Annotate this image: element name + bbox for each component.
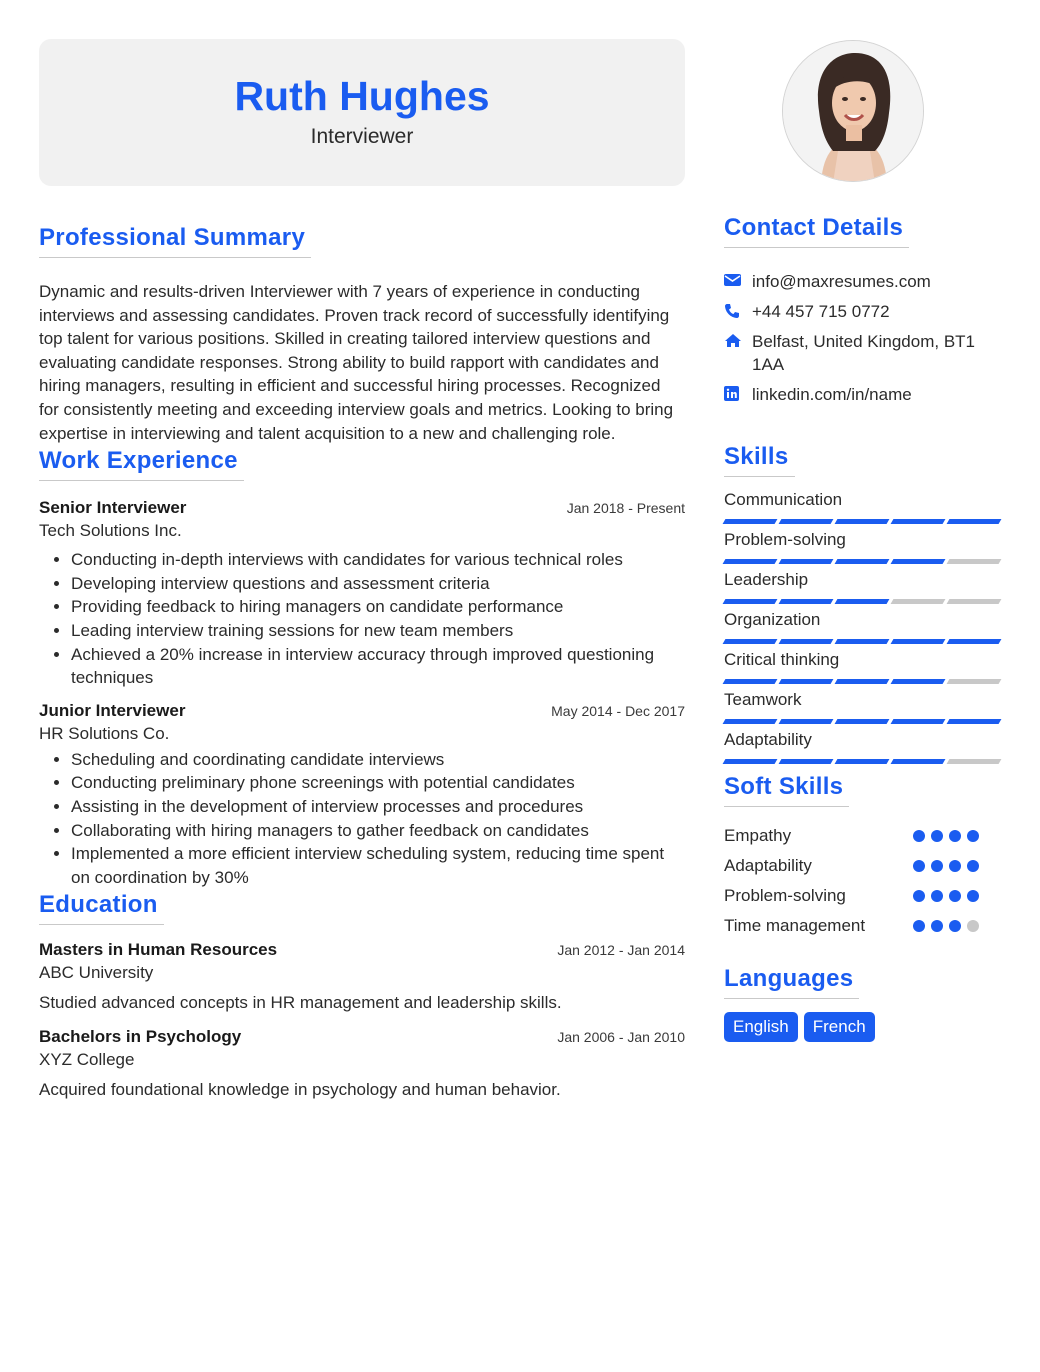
job-title: Senior Interviewer — [39, 498, 187, 518]
soft-skill-name: Empathy — [724, 826, 792, 845]
skill-level-segment — [723, 519, 778, 524]
skill-name: Adaptability — [724, 730, 812, 749]
skill-level-segment — [723, 599, 778, 604]
main-column — [39, 224, 685, 1100]
skill-level-segment — [835, 639, 890, 644]
skill-item — [724, 569, 1004, 604]
linkedin-icon — [724, 383, 752, 401]
header-card — [39, 39, 685, 186]
skill-level-segment — [723, 719, 778, 724]
skill-level-segment — [891, 759, 946, 764]
skill-level-segment — [891, 639, 946, 644]
home-icon — [724, 330, 752, 348]
skill-level-segment — [779, 519, 834, 524]
job-company: HR Solutions Co. — [39, 723, 170, 743]
rating-dot — [949, 830, 961, 842]
rating-dot — [967, 890, 979, 902]
soft-skill-name: Time management — [724, 916, 866, 935]
list-item: • Conducting preliminary phone screenings with potential candidates — [71, 771, 685, 795]
rating-dot — [913, 890, 925, 902]
contact-list — [724, 270, 1004, 406]
list-item: • Conducting in-depth interviews with candidates for various technical roles — [71, 548, 685, 572]
skill-level-segment — [779, 679, 834, 684]
contact-address — [724, 330, 1004, 376]
skill-level-bar — [724, 519, 1004, 524]
soft-skill-rating — [913, 920, 979, 932]
skill-level-segment — [835, 559, 890, 564]
list-item: • Scheduling and coordinating candidate interviews — [71, 748, 685, 772]
language-tags — [724, 1012, 1004, 1042]
list-item: • Providing feedback to hiring managers on candidate performance — [71, 595, 685, 619]
skill-name: Organization — [724, 610, 821, 629]
candidate-title: Interviewer — [310, 125, 414, 148]
rating-dot — [967, 860, 979, 872]
skill-level-segment — [891, 559, 946, 564]
list-item: • Achieved a 20% increase in interview accuracy through improved questioning techniques — [71, 643, 685, 690]
profile-photo — [782, 40, 924, 182]
skill-level-segment — [891, 599, 946, 604]
skill-level-segment — [723, 759, 778, 764]
email-text[interactable]: info@maxresumes.com — [752, 272, 931, 291]
school-name: ABC University — [39, 963, 154, 983]
job-bullets — [39, 748, 685, 890]
soft-skill-item — [724, 821, 1004, 851]
skill-level-segment — [835, 599, 890, 604]
address-text: Belfast, United Kingdom, BT1 1AA — [752, 332, 976, 374]
portrait-image — [783, 41, 924, 182]
rating-dot — [931, 920, 943, 932]
skill-item — [724, 489, 1004, 524]
linkedin-text[interactable]: linkedin.com/in/name — [752, 385, 912, 404]
phone-text[interactable]: +44 457 715 0772 — [752, 302, 890, 321]
skill-level-bar — [724, 559, 1004, 564]
soft-skills-heading: Soft Skills — [724, 773, 849, 807]
soft-skill-rating — [913, 890, 979, 902]
skill-level-segment — [779, 759, 834, 764]
education-entry — [39, 1027, 685, 1100]
skill-level-segment — [723, 559, 778, 564]
skill-item — [724, 609, 1004, 644]
school-name: XYZ College — [39, 1050, 135, 1070]
job-entry — [39, 701, 685, 890]
job-bullets — [39, 548, 685, 690]
education-heading: Education — [39, 891, 164, 925]
summary-heading: Professional Summary — [39, 224, 311, 258]
contact-heading: Contact Details — [724, 214, 909, 248]
skill-name: Teamwork — [724, 690, 802, 709]
skill-level-segment — [947, 599, 1002, 604]
list-item: • Assisting in the development of interview processes and procedures — [71, 795, 685, 819]
soft-skill-item — [724, 851, 1004, 881]
list-item: • Leading interview training sessions for new team members — [71, 619, 685, 643]
language-tag: English — [724, 1012, 798, 1042]
skill-level-segment — [947, 759, 1002, 764]
skills-heading: Skills — [724, 443, 795, 477]
skill-level-bar — [724, 599, 1004, 604]
candidate-name: Ruth Hughes — [234, 73, 490, 119]
skill-name: Leadership — [724, 570, 809, 589]
soft-skill-item — [724, 911, 1004, 941]
rating-dot — [949, 890, 961, 902]
rating-dot — [913, 830, 925, 842]
sidebar — [724, 214, 1004, 1042]
skill-name: Critical thinking — [724, 650, 840, 669]
skill-level-bar — [724, 679, 1004, 684]
skill-item — [724, 729, 1004, 764]
skill-level-bar — [724, 719, 1004, 724]
skill-level-segment — [779, 719, 834, 724]
experience-heading: Work Experience — [39, 447, 244, 481]
skill-level-segment — [835, 679, 890, 684]
rating-dot — [931, 860, 943, 872]
skill-level-segment — [723, 679, 778, 684]
skill-level-segment — [947, 639, 1002, 644]
job-title: Junior Interviewer — [39, 700, 186, 720]
rating-dot — [949, 860, 961, 872]
job-entry — [39, 498, 685, 690]
job-date: Jan 2018 - Present — [566, 500, 685, 517]
skills-list — [724, 489, 1004, 764]
education-description: Studied advanced concepts in HR management and leadership skills. — [39, 993, 562, 1013]
soft-skills-list — [724, 821, 1004, 941]
soft-skill-rating — [913, 830, 979, 842]
rating-dot — [967, 830, 979, 842]
skill-level-bar — [724, 759, 1004, 764]
job-date: May 2014 - Dec 2017 — [551, 702, 685, 719]
soft-skill-name: Adaptability — [724, 856, 812, 875]
rating-dot — [913, 920, 925, 932]
list-item: • Implemented a more efficient interview scheduling system, reducing time spent on coordination by 30% — [71, 842, 685, 889]
skill-level-segment — [947, 719, 1002, 724]
degree-title: Masters in Human Resources — [39, 940, 278, 960]
degree-title: Bachelors in Psychology — [39, 1027, 242, 1047]
skill-level-segment — [947, 679, 1002, 684]
skill-level-segment — [891, 519, 946, 524]
list-item: • Collaborating with hiring managers to gather feedback on candidates — [71, 819, 685, 843]
contact-email — [724, 270, 1004, 293]
skill-level-segment — [779, 559, 834, 564]
skill-level-segment — [947, 519, 1002, 524]
skill-level-segment — [723, 639, 778, 644]
skill-level-segment — [947, 559, 1002, 564]
skill-level-segment — [891, 719, 946, 724]
skill-level-segment — [891, 679, 946, 684]
skill-level-segment — [835, 519, 890, 524]
skill-level-segment — [835, 759, 890, 764]
education-description: Acquired foundational knowledge in psychology and human behavior. — [39, 1080, 561, 1100]
language-tag: French — [804, 1012, 875, 1042]
rating-dot — [931, 830, 943, 842]
skill-level-bar — [724, 639, 1004, 644]
education-date: Jan 2012 - Jan 2014 — [557, 942, 685, 959]
skill-level-segment — [779, 639, 834, 644]
rating-dot — [913, 860, 925, 872]
list-item: • Developing interview questions and assessment criteria — [71, 572, 685, 596]
languages-heading: Languages — [724, 965, 859, 999]
education-date: Jan 2006 - Jan 2010 — [557, 1029, 685, 1046]
soft-skill-rating — [913, 860, 979, 872]
skill-item — [724, 649, 1004, 684]
contact-phone — [724, 300, 1004, 323]
skill-item — [724, 529, 1004, 564]
contact-linkedin — [724, 383, 1004, 406]
skill-name: Problem-solving — [724, 530, 846, 549]
summary-text: Dynamic and results-driven Interviewer with 7 years of experience in conducting interviews and assessing candidates. Proven track record of successfully identifying top talent for various positions. Skilled in creating tailored interview questions and evaluating candidate responses. Strong ability to build rapport with candidates and hiring managers, resulting in efficient and successful hiring processes. Recognized for consistently meeting and exceeding interview goals and metrics. Looking to bring expertise in interviewing and talent acquisition to a new and challenging role. — [39, 282, 674, 443]
skill-item — [724, 689, 1004, 724]
skill-name: Communication — [724, 490, 843, 509]
skill-level-segment — [835, 719, 890, 724]
rating-dot — [931, 890, 943, 902]
job-company: Tech Solutions Inc. — [39, 521, 182, 541]
skill-level-segment — [779, 599, 834, 604]
rating-dot — [949, 920, 961, 932]
rating-dot — [967, 920, 979, 932]
soft-skill-item — [724, 881, 1004, 911]
envelope-icon — [724, 270, 752, 287]
phone-icon — [724, 300, 752, 319]
soft-skill-name: Problem-solving — [724, 886, 846, 905]
education-entry — [39, 940, 685, 1013]
